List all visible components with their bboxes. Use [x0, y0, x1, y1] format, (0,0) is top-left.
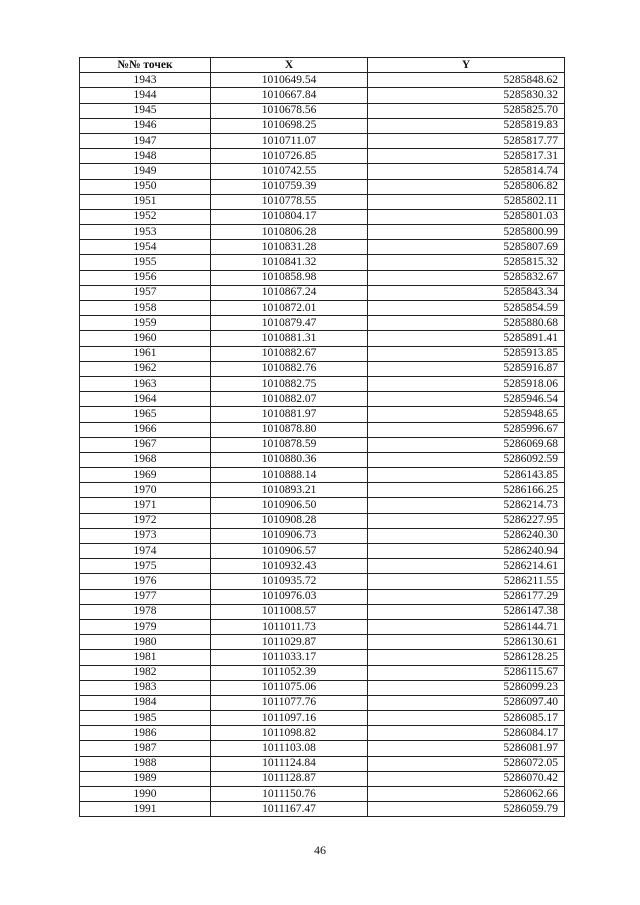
cell-y: 5286130.61 [368, 635, 565, 650]
cell-point-number: 1969 [80, 468, 211, 483]
cell-point-number: 1950 [80, 179, 211, 194]
cell-point-number: 1989 [80, 771, 211, 786]
table-row [80, 452, 565, 467]
cell-x: 1010711.07 [211, 133, 368, 148]
cell-x: 1011128.87 [211, 771, 368, 786]
cell-point-number: 1974 [80, 544, 211, 559]
cell-x: 1011098.82 [211, 726, 368, 741]
header-point-number: №№ точек [80, 58, 211, 73]
cell-x: 1011075.06 [211, 680, 368, 695]
cell-y: 5285814.74 [368, 164, 565, 179]
cell-point-number: 1968 [80, 452, 211, 467]
cell-x: 1010678.56 [211, 103, 368, 118]
cell-point-number: 1964 [80, 392, 211, 407]
cell-x: 1010879.47 [211, 316, 368, 331]
table-row [80, 680, 565, 695]
cell-y: 5285854.59 [368, 301, 565, 316]
table-body [80, 73, 565, 817]
cell-y: 5286227.95 [368, 513, 565, 528]
cell-point-number: 1976 [80, 574, 211, 589]
table-row [80, 270, 565, 285]
cell-y: 5285817.31 [368, 149, 565, 164]
cell-x: 1010935.72 [211, 574, 368, 589]
cell-point-number: 1958 [80, 301, 211, 316]
cell-y: 5286062.66 [368, 787, 565, 802]
cell-x: 1010882.67 [211, 346, 368, 361]
table-row [80, 376, 565, 391]
table-row [80, 574, 565, 589]
cell-y: 5285800.99 [368, 225, 565, 240]
cell-point-number: 1982 [80, 665, 211, 680]
cell-x: 1010908.28 [211, 513, 368, 528]
cell-y: 5286085.17 [368, 711, 565, 726]
cell-y: 5286059.79 [368, 802, 565, 817]
table-row [80, 240, 565, 255]
cell-point-number: 1985 [80, 711, 211, 726]
cell-y: 5286240.30 [368, 528, 565, 543]
cell-point-number: 1948 [80, 149, 211, 164]
cell-point-number: 1987 [80, 741, 211, 756]
cell-x: 1011029.87 [211, 635, 368, 650]
table-row [80, 133, 565, 148]
cell-y: 5286070.42 [368, 771, 565, 786]
cell-x: 1010878.80 [211, 422, 368, 437]
table-row [80, 225, 565, 240]
cell-y: 5285819.83 [368, 118, 565, 133]
table-row [80, 392, 565, 407]
cell-y: 5285817.77 [368, 133, 565, 148]
cell-point-number: 1981 [80, 650, 211, 665]
table-row [80, 149, 565, 164]
cell-point-number: 1949 [80, 164, 211, 179]
table-row [80, 179, 565, 194]
cell-x: 1010882.07 [211, 392, 368, 407]
cell-y: 5286214.73 [368, 498, 565, 513]
table-row [80, 316, 565, 331]
cell-x: 1010906.50 [211, 498, 368, 513]
header-row [80, 58, 565, 73]
cell-y: 5286115.67 [368, 665, 565, 680]
cell-x: 1010878.59 [211, 437, 368, 452]
cell-x: 1011033.17 [211, 650, 368, 665]
cell-x: 1011097.16 [211, 711, 368, 726]
cell-x: 1010880.36 [211, 452, 368, 467]
cell-point-number: 1959 [80, 316, 211, 331]
table-row [80, 468, 565, 483]
cell-x: 1011124.84 [211, 756, 368, 771]
cell-x: 1010882.75 [211, 376, 368, 391]
table-row [80, 407, 565, 422]
table-row [80, 209, 565, 224]
cell-y: 5285830.32 [368, 88, 565, 103]
table-row [80, 73, 565, 88]
cell-y: 5285815.32 [368, 255, 565, 270]
cell-point-number: 1986 [80, 726, 211, 741]
header-y: Y [368, 58, 565, 73]
cell-x: 1010742.55 [211, 164, 368, 179]
cell-y: 5286128.25 [368, 650, 565, 665]
cell-x: 1011103.08 [211, 741, 368, 756]
cell-y: 5286214.61 [368, 559, 565, 574]
cell-point-number: 1957 [80, 285, 211, 300]
cell-point-number: 1951 [80, 194, 211, 209]
cell-y: 5286092.59 [368, 452, 565, 467]
coordinates-table [79, 57, 565, 817]
cell-x: 1010932.43 [211, 559, 368, 574]
table-header [80, 58, 565, 73]
cell-x: 1010906.73 [211, 528, 368, 543]
cell-x: 1010858.98 [211, 270, 368, 285]
cell-x: 1010867.24 [211, 285, 368, 300]
cell-y: 5285880.68 [368, 316, 565, 331]
cell-y: 5285832.67 [368, 270, 565, 285]
cell-x: 1011150.76 [211, 787, 368, 802]
cell-x: 1010906.57 [211, 544, 368, 559]
cell-y: 5285801.03 [368, 209, 565, 224]
cell-point-number: 1947 [80, 133, 211, 148]
cell-point-number: 1953 [80, 225, 211, 240]
table-row [80, 422, 565, 437]
cell-y: 5286240.94 [368, 544, 565, 559]
table-row [80, 528, 565, 543]
table-row [80, 650, 565, 665]
cell-point-number: 1975 [80, 559, 211, 574]
cell-point-number: 1955 [80, 255, 211, 270]
cell-y: 5286147.38 [368, 604, 565, 619]
cell-x: 1011052.39 [211, 665, 368, 680]
cell-x: 1010759.39 [211, 179, 368, 194]
table-row [80, 544, 565, 559]
table-row [80, 711, 565, 726]
table-row [80, 771, 565, 786]
cell-x: 1010831.28 [211, 240, 368, 255]
cell-x: 1010778.55 [211, 194, 368, 209]
cell-point-number: 1946 [80, 118, 211, 133]
table-row [80, 498, 565, 513]
table-row [80, 741, 565, 756]
cell-x: 1010881.31 [211, 331, 368, 346]
cell-point-number: 1972 [80, 513, 211, 528]
cell-y: 5286081.97 [368, 741, 565, 756]
table-row [80, 103, 565, 118]
cell-point-number: 1965 [80, 407, 211, 422]
table-row [80, 437, 565, 452]
cell-point-number: 1962 [80, 361, 211, 376]
table-row [80, 164, 565, 179]
cell-x: 1010976.03 [211, 589, 368, 604]
table-row [80, 756, 565, 771]
cell-y: 5285913.85 [368, 346, 565, 361]
cell-point-number: 1978 [80, 604, 211, 619]
cell-point-number: 1954 [80, 240, 211, 255]
cell-y: 5286072.05 [368, 756, 565, 771]
cell-x: 1010726.85 [211, 149, 368, 164]
cell-x: 1010667.84 [211, 88, 368, 103]
table-row [80, 513, 565, 528]
cell-y: 5286069.68 [368, 437, 565, 452]
cell-y: 5285825.70 [368, 103, 565, 118]
cell-x: 1010888.14 [211, 468, 368, 483]
cell-y: 5286099.23 [368, 680, 565, 695]
cell-x: 1011011.73 [211, 619, 368, 634]
table-row [80, 787, 565, 802]
table-row [80, 619, 565, 634]
cell-y: 5285843.34 [368, 285, 565, 300]
cell-x: 1010698.25 [211, 118, 368, 133]
table-row [80, 255, 565, 270]
page-number: 46 [314, 843, 326, 857]
table-row [80, 559, 565, 574]
cell-x: 1011167.47 [211, 802, 368, 817]
cell-y: 5285996.67 [368, 422, 565, 437]
cell-point-number: 1943 [80, 73, 211, 88]
table-row [80, 88, 565, 103]
table-row [80, 301, 565, 316]
table-row [80, 604, 565, 619]
cell-point-number: 1984 [80, 695, 211, 710]
table-row [80, 802, 565, 817]
cell-x: 1010882.76 [211, 361, 368, 376]
cell-y: 5285806.82 [368, 179, 565, 194]
cell-y: 5286143.85 [368, 468, 565, 483]
cell-point-number: 1988 [80, 756, 211, 771]
cell-x: 1010649.54 [211, 73, 368, 88]
cell-point-number: 1983 [80, 680, 211, 695]
cell-y: 5285948.65 [368, 407, 565, 422]
header-x: X [211, 58, 368, 73]
table-row [80, 589, 565, 604]
cell-x: 1010893.21 [211, 483, 368, 498]
cell-y: 5285918.06 [368, 376, 565, 391]
cell-y: 5286211.55 [368, 574, 565, 589]
cell-y: 5286097.40 [368, 695, 565, 710]
cell-y: 5286177.29 [368, 589, 565, 604]
cell-y: 5285891.41 [368, 331, 565, 346]
cell-x: 1010804.17 [211, 209, 368, 224]
cell-point-number: 1977 [80, 589, 211, 604]
table-row [80, 194, 565, 209]
cell-x: 1010872.01 [211, 301, 368, 316]
cell-y: 5285807.69 [368, 240, 565, 255]
cell-y: 5286084.17 [368, 726, 565, 741]
table-row [80, 726, 565, 741]
cell-x: 1010881.97 [211, 407, 368, 422]
cell-point-number: 1944 [80, 88, 211, 103]
cell-point-number: 1963 [80, 376, 211, 391]
cell-point-number: 1971 [80, 498, 211, 513]
cell-x: 1010841.32 [211, 255, 368, 270]
cell-point-number: 1966 [80, 422, 211, 437]
table-row [80, 331, 565, 346]
table-row [80, 635, 565, 650]
cell-point-number: 1945 [80, 103, 211, 118]
cell-point-number: 1961 [80, 346, 211, 361]
cell-y: 5285848.62 [368, 73, 565, 88]
cell-point-number: 1990 [80, 787, 211, 802]
cell-y: 5285916.87 [368, 361, 565, 376]
table-row [80, 285, 565, 300]
table-row [80, 346, 565, 361]
cell-point-number: 1956 [80, 270, 211, 285]
cell-point-number: 1973 [80, 528, 211, 543]
cell-y: 5286166.25 [368, 483, 565, 498]
cell-x: 1011077.76 [211, 695, 368, 710]
cell-point-number: 1967 [80, 437, 211, 452]
cell-y: 5285946.54 [368, 392, 565, 407]
cell-point-number: 1979 [80, 619, 211, 634]
table-row [80, 695, 565, 710]
table-row [80, 118, 565, 133]
cell-x: 1010806.28 [211, 225, 368, 240]
cell-y: 5285802.11 [368, 194, 565, 209]
cell-point-number: 1991 [80, 802, 211, 817]
cell-y: 5286144.71 [368, 619, 565, 634]
cell-point-number: 1980 [80, 635, 211, 650]
cell-x: 1011008.57 [211, 604, 368, 619]
cell-point-number: 1970 [80, 483, 211, 498]
table-row [80, 483, 565, 498]
cell-point-number: 1952 [80, 209, 211, 224]
table-row [80, 361, 565, 376]
cell-point-number: 1960 [80, 331, 211, 346]
table-row [80, 665, 565, 680]
